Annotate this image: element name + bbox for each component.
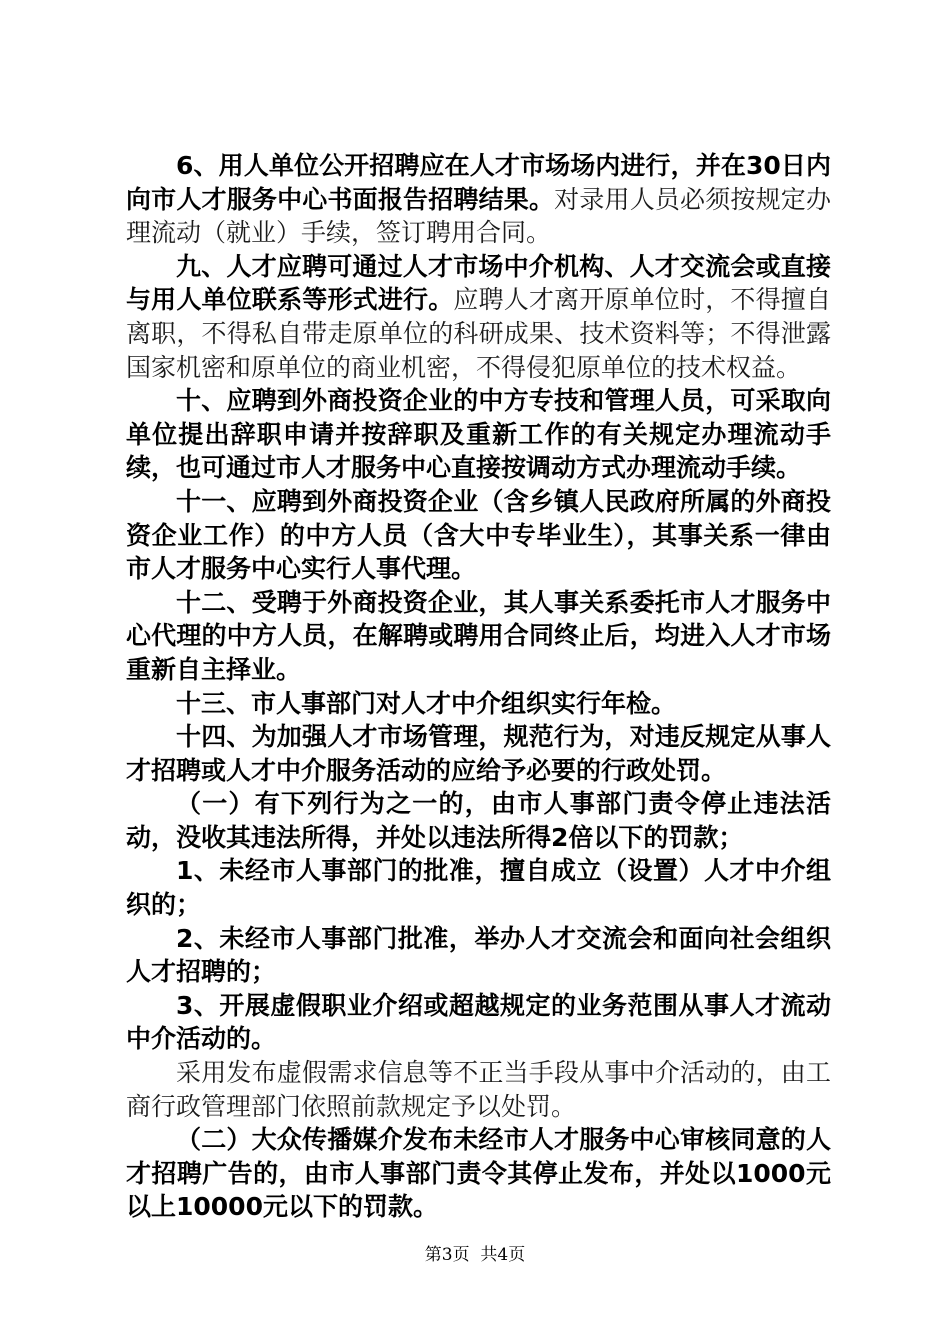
paragraph-12-continued: 采用发布虚假需求信息等不正当手段从事中介活动的，由工商行政管理部门依照前款规定予以处罚。	[126, 1058, 831, 1121]
page-footer	[0, 1240, 950, 1265]
paragraph-10	[126, 922, 831, 989]
paragraph-11	[126, 989, 831, 1056]
paragraph-13	[126, 1123, 831, 1224]
paragraph-3	[126, 384, 831, 485]
paragraph-2	[126, 250, 831, 384]
paragraph-7-main: 十四、为加强人才市场管理，规范行为，对违反规定从事人才招聘或人才中介服务活动的应给予必要的行政处罚。	[126, 722, 831, 785]
paragraph-10-main: 2、未经市人事部门批准，举办人才交流会和面向社会组织人才招聘的；	[126, 923, 831, 987]
paragraph-5-main: 十二、受聘于外商投资企业，其人事关系委托市人才服务中心代理的中方人员，在解聘或聘用合同终止后，均进入人才市场重新自主择业。	[126, 587, 831, 684]
paragraph-9-main: 1、未经市人事部门的批准，擅自成立（设置）人才中介组织的；	[126, 856, 831, 920]
paragraph-4	[126, 485, 831, 586]
paragraph-1-continued: 对录用人员必须按规定办理流动（就业）手续，签订聘用合同。	[126, 184, 831, 248]
paragraph-1-main: 6、用人单位公开招聘应在人才市场场内进行，并在30日内向市人才服务中心书面报告招聘结果。	[126, 151, 831, 214]
paragraph-2-main: 九、人才应聘可通过人才市场中介机构、人才交流会或直接与用人单位联系等形式进行。	[126, 251, 831, 315]
paragraph-9	[126, 854, 831, 921]
paragraph-8	[126, 787, 831, 854]
paragraph-4-main: 十一、应聘到外商投资企业（含乡镇人民政府所属的外商投资企业工作）的中方人员（含大中专毕业生），其事关系一律由市人才服务中心实行人事代理。	[126, 486, 831, 584]
paragraph-11-main: 3、开展虚假职业介绍或超越规定的业务范围从事人才流动中介活动的。	[126, 990, 831, 1054]
paragraph-2-continued: 应聘人才离开原单位时，不得擅自离职，不得私自带走原单位的科研成果、技术资料等；不得泄露国家机密和原单位的商业机密，不得侵犯原单位的技术权益。	[126, 285, 831, 382]
paragraph-12	[126, 1056, 831, 1123]
paragraph-3-main: 十、应聘到外商投资企业的中方专技和管理人员，可采取向单位提出辞职申请并按辞职及重新工作的有关规定办理流动手续，也可通过市人才服务中心直接按调动方式办理流动手续。	[126, 386, 831, 483]
paragraph-1	[126, 149, 831, 250]
paragraph-7	[126, 720, 831, 787]
paragraph-13-main: （二）大众传播媒介发布未经市人才服务中心审核同意的人才招聘广告的，由市人事部门责令其停止发布，并处以1000元以上10000元以下的罚款。	[126, 1125, 831, 1222]
document-body	[126, 149, 831, 1224]
paragraph-5	[126, 586, 831, 687]
paragraph-8-main: （一）有下列行为之一的，由市人事部门责令停止违法活动，没收其违法所得，并处以违法所得2倍以下的罚款；	[126, 789, 831, 852]
paragraph-6-main: 十三、市人事部门对人才中介组织实行年检。	[176, 688, 677, 718]
paragraph-6	[126, 687, 831, 721]
page-number-label: 第3页 共4页	[424, 1245, 526, 1265]
